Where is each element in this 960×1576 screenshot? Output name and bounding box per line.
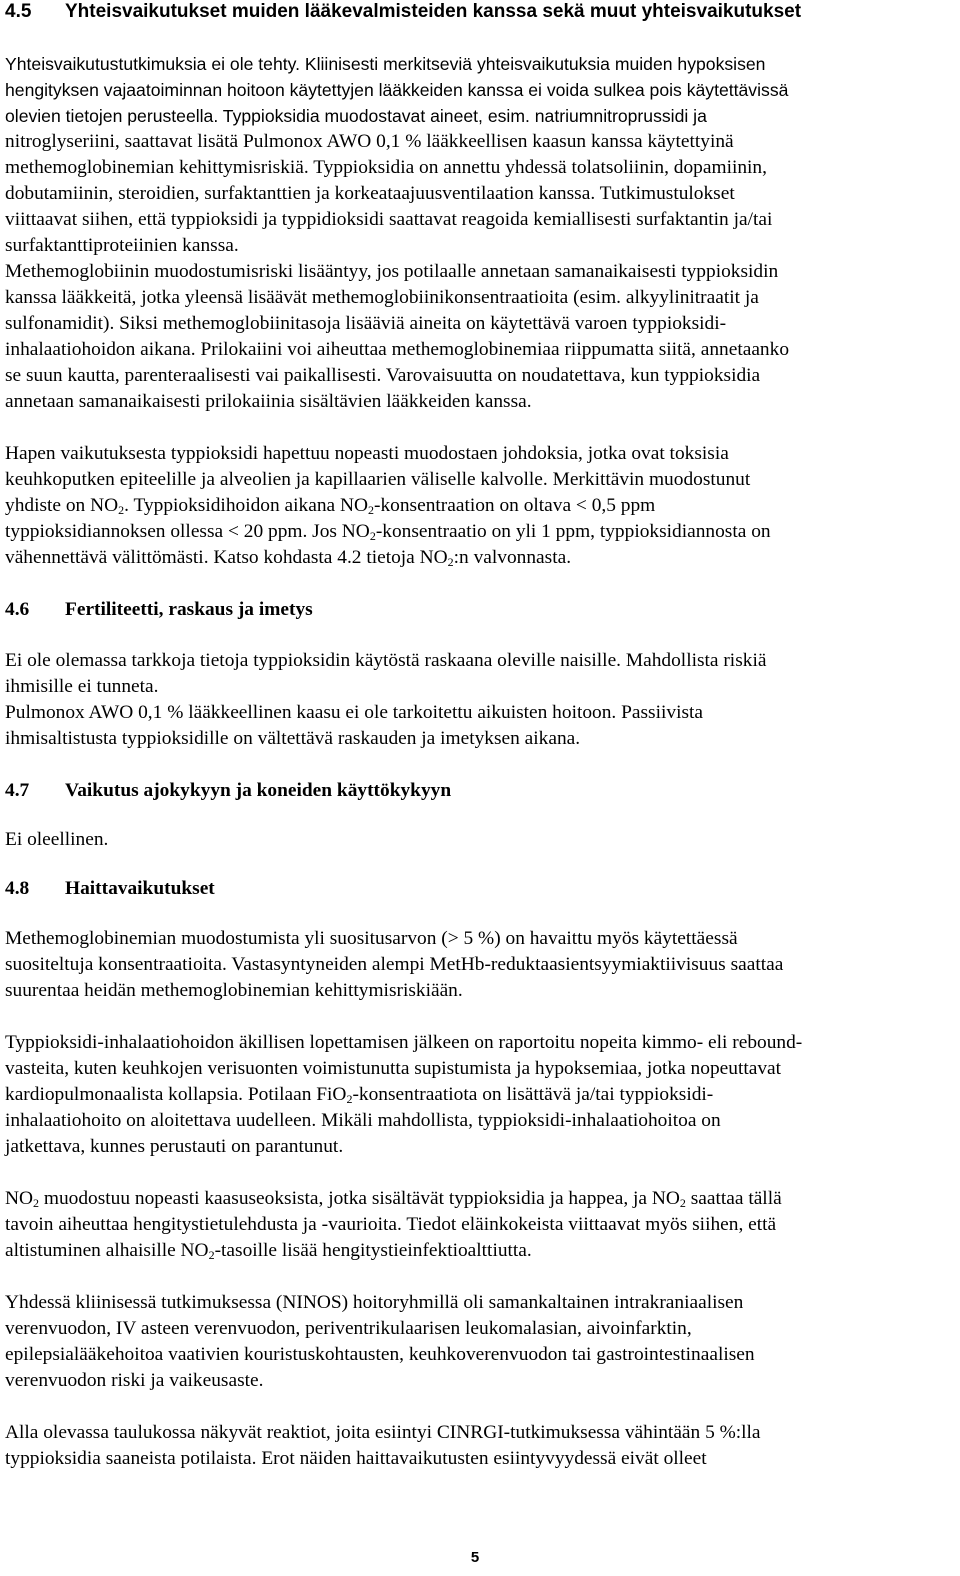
- text-line: ihmisaltistusta typpioksidille on vältettävä raskauden ja imetyksen aikana.: [5, 728, 581, 749]
- text-line: Ei ole olemassa tarkkoja tietoja typpioksidin käytöstä raskaana oleville naisille. Mahdollista riskiä: [5, 650, 767, 671]
- text-line: inhalaatiohoidon aikana. Prilokaiini voi aiheuttaa methemoglobinemiaa riippumatta siitä, annetaanko: [5, 339, 790, 360]
- text-line: Pulmonox AWO 0,1 % lääkkeellinen kaasu ei ole tarkoitettu aikuisten hoitoon. Passiivista: [5, 702, 704, 723]
- text-line: viittaavat siihen, että typpioksidi ja typpidioksidi saattavat reagoida kemiallisesti surfaktantin ja/tai: [5, 209, 773, 230]
- text-line: Yhdessä kliinisessä tutkimuksessa (NINOS) hoitoryhmillä oli samankaltainen intrakraniaalisen: [5, 1292, 744, 1313]
- text-line: tavoin aiheuttaa hengitystietulehdusta ja -vaurioita. Tiedot eläinkokeista viittaavat myös siihen, että: [5, 1214, 777, 1235]
- section-number: 4.8: [5, 878, 30, 899]
- text-line: verenvuodon riski ja vaikeusaste.: [5, 1370, 264, 1391]
- text-line: verenvuodon, IV asteen verenvuodon, periventrikulaarisen leukomalasian, aivoinfarktin,: [5, 1318, 692, 1339]
- text-line: inhalaatiohoito on aloitettava uudelleen. Mikäli mahdollista, typpioksidi-inhalaatiohoitoa on: [5, 1110, 721, 1131]
- section-number: 4.6: [5, 599, 30, 620]
- text-line: vähennettävä välittömästi. Katso kohdasta 4.2 tietoja $NO_2:n$ valvonnasta.: [5, 547, 572, 569]
- section-heading-4-8: [5, 878, 215, 900]
- text-line: altistuminen alhaisille $NO_2$-tasoille lisää hengitystieinfektioalttiutta.: [5, 1240, 532, 1262]
- text-line: nitroglyseriini, saattavat lisätä Pulmonox AWO 0,1 % lääkkeellisen kaasun kanssa käytettyinä: [5, 131, 734, 152]
- text-line: suositeltuja konsentraatioita. Vastasyntyneiden alempi MetHb-reduktaasientsyymiaktiivisuus saattaa: [5, 954, 784, 975]
- text-line: Hapen vaikutuksesta typpioksidi hapettuu nopeasti muodostaen johdoksia, jotka ovat toksisia: [5, 443, 729, 464]
- text-line: sulfonamidit). Siksi methemoglobiinitasoja lisääviä aineita on käytettävä varoen typpioksidi-: [5, 313, 727, 334]
- text-line: Alla olevassa taulukossa näkyvät reaktiot, joita esiintyi CINRGI-tutkimuksessa vähintään 5 %:lla: [5, 1422, 761, 1443]
- text-line: hengityksen vajaatoiminnan hoitoon käytettyjen lääkkeiden kanssa ei voida sulkea pois käytettävissä: [5, 80, 789, 100]
- text-line: vasteita, kuten keuhkojen verisuonten voimistunutta supistumista ja hypoksemiaa, jotka nopeuttavat: [5, 1058, 782, 1079]
- page-number: 5: [470, 1549, 480, 1566]
- text-line: ihmisille ei tunneta.: [5, 676, 159, 697]
- section-title: Vaikutus ajokykyyn ja koneiden käyttökykyyn: [65, 780, 452, 801]
- text-line: typpioksidia saaneista potilaista. Erot näiden haittavaikutusten esiintyvyydessä eivät olleet: [5, 1448, 707, 1469]
- section-number: 4.5: [5, 1, 32, 22]
- text-line: jatkettava, kunnes perustauti on parantunut.: [5, 1136, 344, 1157]
- section-heading-4-5: [5, 1, 801, 23]
- text-line: epilepsialääkehoitoa vaativien kouristuskohtausten, keuhkoverenvuodon tai gastrointestinaalisen: [5, 1344, 755, 1365]
- text-line: kanssa lääkkeitä, jotka yleensä lisäävät methemoglobiinikonsentraatioita (esim. alkyylinitraatit ja: [5, 287, 759, 308]
- text-line: dobutamiinin, steroidien, surfaktanttien ja korkeataajuusventilaation kanssa. Tutkimustulokset: [5, 183, 735, 204]
- section-heading-4-6: [5, 599, 313, 621]
- text-line: typpioksidiannoksen ollessa < 20 ppm. Jos $NO_2$-konsentraatio on yli 1 ppm, typpioksidiannosta on: [5, 521, 771, 543]
- text-line: Methemoglobiinin muodostumisriski lisääntyy, jos potilaalle annetaan samanaikaisesti typpioksidin: [5, 261, 779, 282]
- text-line: olevien tietojen perusteella. Typpioksidia muodostavat aineet, esim. natriumnitroprussidi ja: [5, 106, 707, 126]
- section-number: 4.7: [5, 780, 30, 801]
- text-line: kardiopulmonaalista kollapsia. Potilaan FiO$_2$-konsentraatiota on lisättävä ja/tai typpioksidi-: [5, 1084, 714, 1106]
- section-title: Fertiliteetti, raskaus ja imetys: [65, 599, 313, 620]
- text-line: Typpioksidi-inhalaatiohoidon äkillisen lopettamisen jälkeen on raportoitu nopeita kimmo- eli rebound-: [5, 1032, 803, 1053]
- text-line: Ei oleellinen.: [5, 829, 109, 850]
- text-line: yhdiste on $NO_2$. Typpioksidihoidon aikana $NO_2$-konsentraation on oltava < 0,5 ppm: [5, 495, 656, 517]
- text-line: keuhkoputken epiteelille ja alveolien ja kapillaarien väliselle kalvolle. Merkittävin muodostunut: [5, 469, 751, 490]
- text-line: annetaan samanaikaisesti prilokaiinia sisältävien lääkkeiden kanssa.: [5, 391, 532, 412]
- text-line: surfaktanttiproteiinien kanssa.: [5, 235, 239, 256]
- text-line: methemoglobinemian kehittymisriskiä. Typpioksidia on annettu yhdessä tolatsoliinin, dopamiinin,: [5, 157, 767, 178]
- text-line: $NO_2$ muodostuu nopeasti kaasuseoksista, jotka sisältävät typpioksidia ja happea, ja $NO_2$ saattaa tällä: [5, 1188, 782, 1210]
- text-line: suurentaa heidän methemoglobinemian kehittymisriskiään.: [5, 980, 463, 1001]
- section-heading-4-7: [5, 780, 451, 802]
- text-line: Methemoglobinemian muodostumista yli suositusarvon (> 5 %) on havaittu myös käytettäessä: [5, 928, 738, 949]
- text-line: se suun kautta, parenteraalisesti vai paikallisesti. Varovaisuutta on noudatettava, kun typpioksidia: [5, 365, 761, 386]
- section-title: Yhteisvaikutukset muiden lääkevalmisteiden kanssa sekä muut yhteisvaikutukset: [65, 1, 802, 22]
- section-title: Haittavaikutukset: [65, 878, 215, 899]
- text-line: Yhteisvaikutustutkimuksia ei ole tehty. Kliinisesti merkitseviä yhteisvaikutuksia muiden hypoksisen: [5, 54, 766, 74]
